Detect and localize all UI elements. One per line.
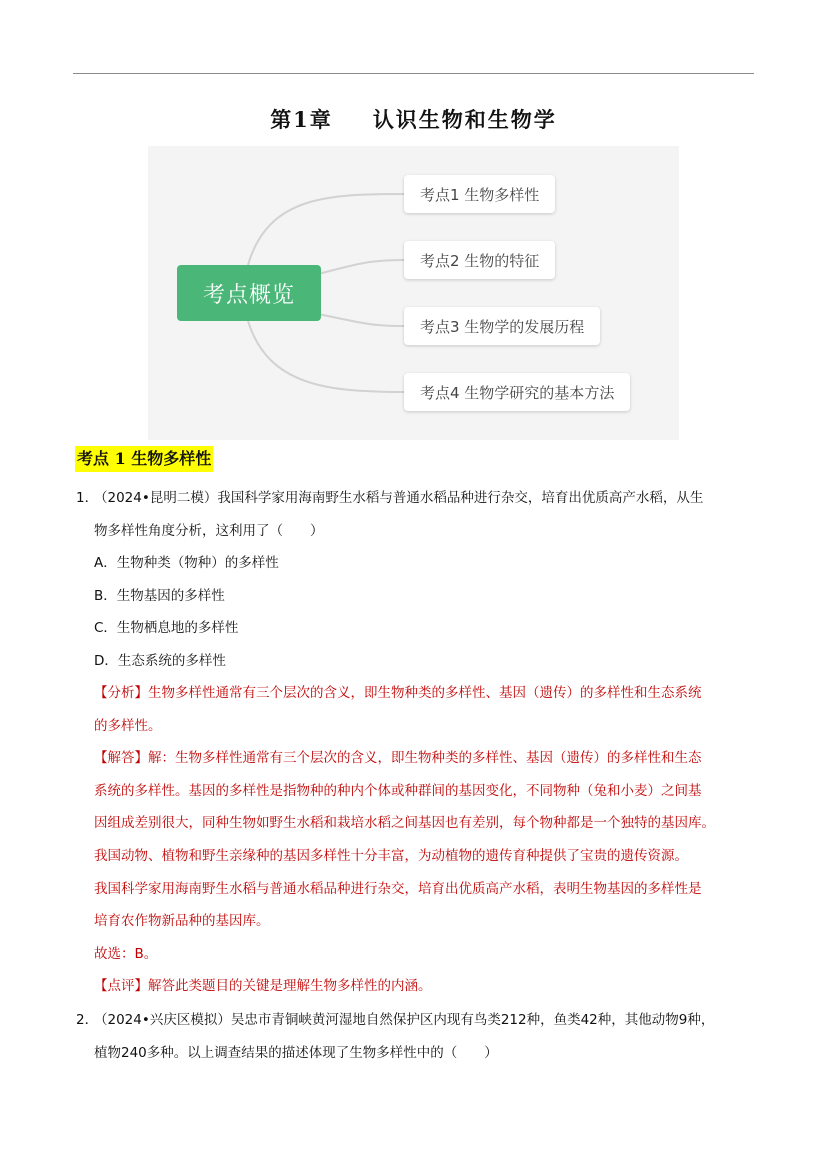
question-2: [76, 1004, 756, 1070]
solution-line-4: 我国动物、植物和野生亲缘种的基因多样性十分丰富，为动植物的遗传育种提供了宝贵的遗传资源。: [94, 847, 688, 864]
option-a: A．生物种类（物种）的多样性: [94, 555, 279, 571]
header-rule: [73, 73, 754, 74]
chapter-name: 认识生物和生物学: [372, 107, 557, 132]
option-c: C．生物栖息地的多样性: [94, 620, 239, 636]
question-1-number: 1．: [76, 490, 99, 506]
connector-2: [318, 260, 404, 274]
connector-1: [248, 194, 404, 265]
question-2-line-2: 植物240多种。以上调查结果的描述体现了生物多样性中的（ ）: [94, 1045, 498, 1061]
connector-3: [318, 314, 404, 326]
question-1-line-2: 物多样性角度分析，这利用了（ ）: [94, 523, 324, 539]
option-d: D．生态系统的多样性: [94, 653, 226, 669]
analysis-block: [94, 677, 759, 1003]
mindmap-branch-1: 考点1 生物多样性: [404, 175, 555, 213]
analysis-line-1: 【分析】生物多样性通常有三个层次的含义，即生物种类的多样性、基因（遗传）的多样性和生态系统: [94, 685, 702, 701]
connector-4: [248, 321, 404, 392]
question-2-number: 2．: [76, 1012, 99, 1028]
analysis-line-2: 的多样性。: [94, 717, 162, 734]
chapter-number: 第1章: [270, 107, 333, 132]
mindmap: [148, 146, 679, 440]
mindmap-branch-3: 考点3 生物学的发展历程: [404, 307, 600, 345]
solution-line-5: 我国科学家用海南野生水稻与普通水稻品种进行杂交，培育出优质高产水稻，表明生物基因的多样性是: [94, 880, 702, 897]
mindmap-branch-4: 考点4 生物学研究的基本方法: [404, 373, 630, 411]
solution-line-3: 因组成差别很大，同种生物如野生水稻和栽培水稻之间基因也有差别，每个物种都是一个独特的基因库。: [94, 815, 715, 832]
mindmap-center-node: 考点概览: [177, 265, 321, 321]
answer-choice: 故选：B。: [94, 945, 158, 962]
question-1: [76, 482, 756, 548]
mindmap-branch-2: 考点2 生物的特征: [404, 241, 555, 279]
comment-line: 【点评】解答此类题目的关键是理解生物多样性的内涵。: [94, 978, 432, 995]
section-heading: 考点 1 生物多样性: [75, 446, 213, 472]
option-b: B．生物基因的多样性: [94, 588, 225, 604]
question-2-line-1: （2024•兴庆区模拟）吴忠市青铜峡黄河湿地自然保护区内现有鸟类212种，鱼类42种，其他动物9种，: [94, 1012, 715, 1028]
solution-line-1: 【解答】解：生物多样性通常有三个层次的含义，即生物种类的多样性、基因（遗传）的多样性和生态: [94, 750, 702, 767]
solution-line-2: 系统的多样性。基因的多样性是指物种的种内个体或种群间的基因变化，不同物种（兔和小麦）之间基: [94, 782, 702, 799]
solution-line-6: 培育农作物新品种的基因库。: [94, 913, 270, 930]
chapter-title: [0, 104, 827, 134]
question-1-line-1: （2024•昆明二模）我国科学家用海南野生水稻与普通水稻品种进行杂交，培育出优质高产水稻，从生: [94, 490, 704, 506]
